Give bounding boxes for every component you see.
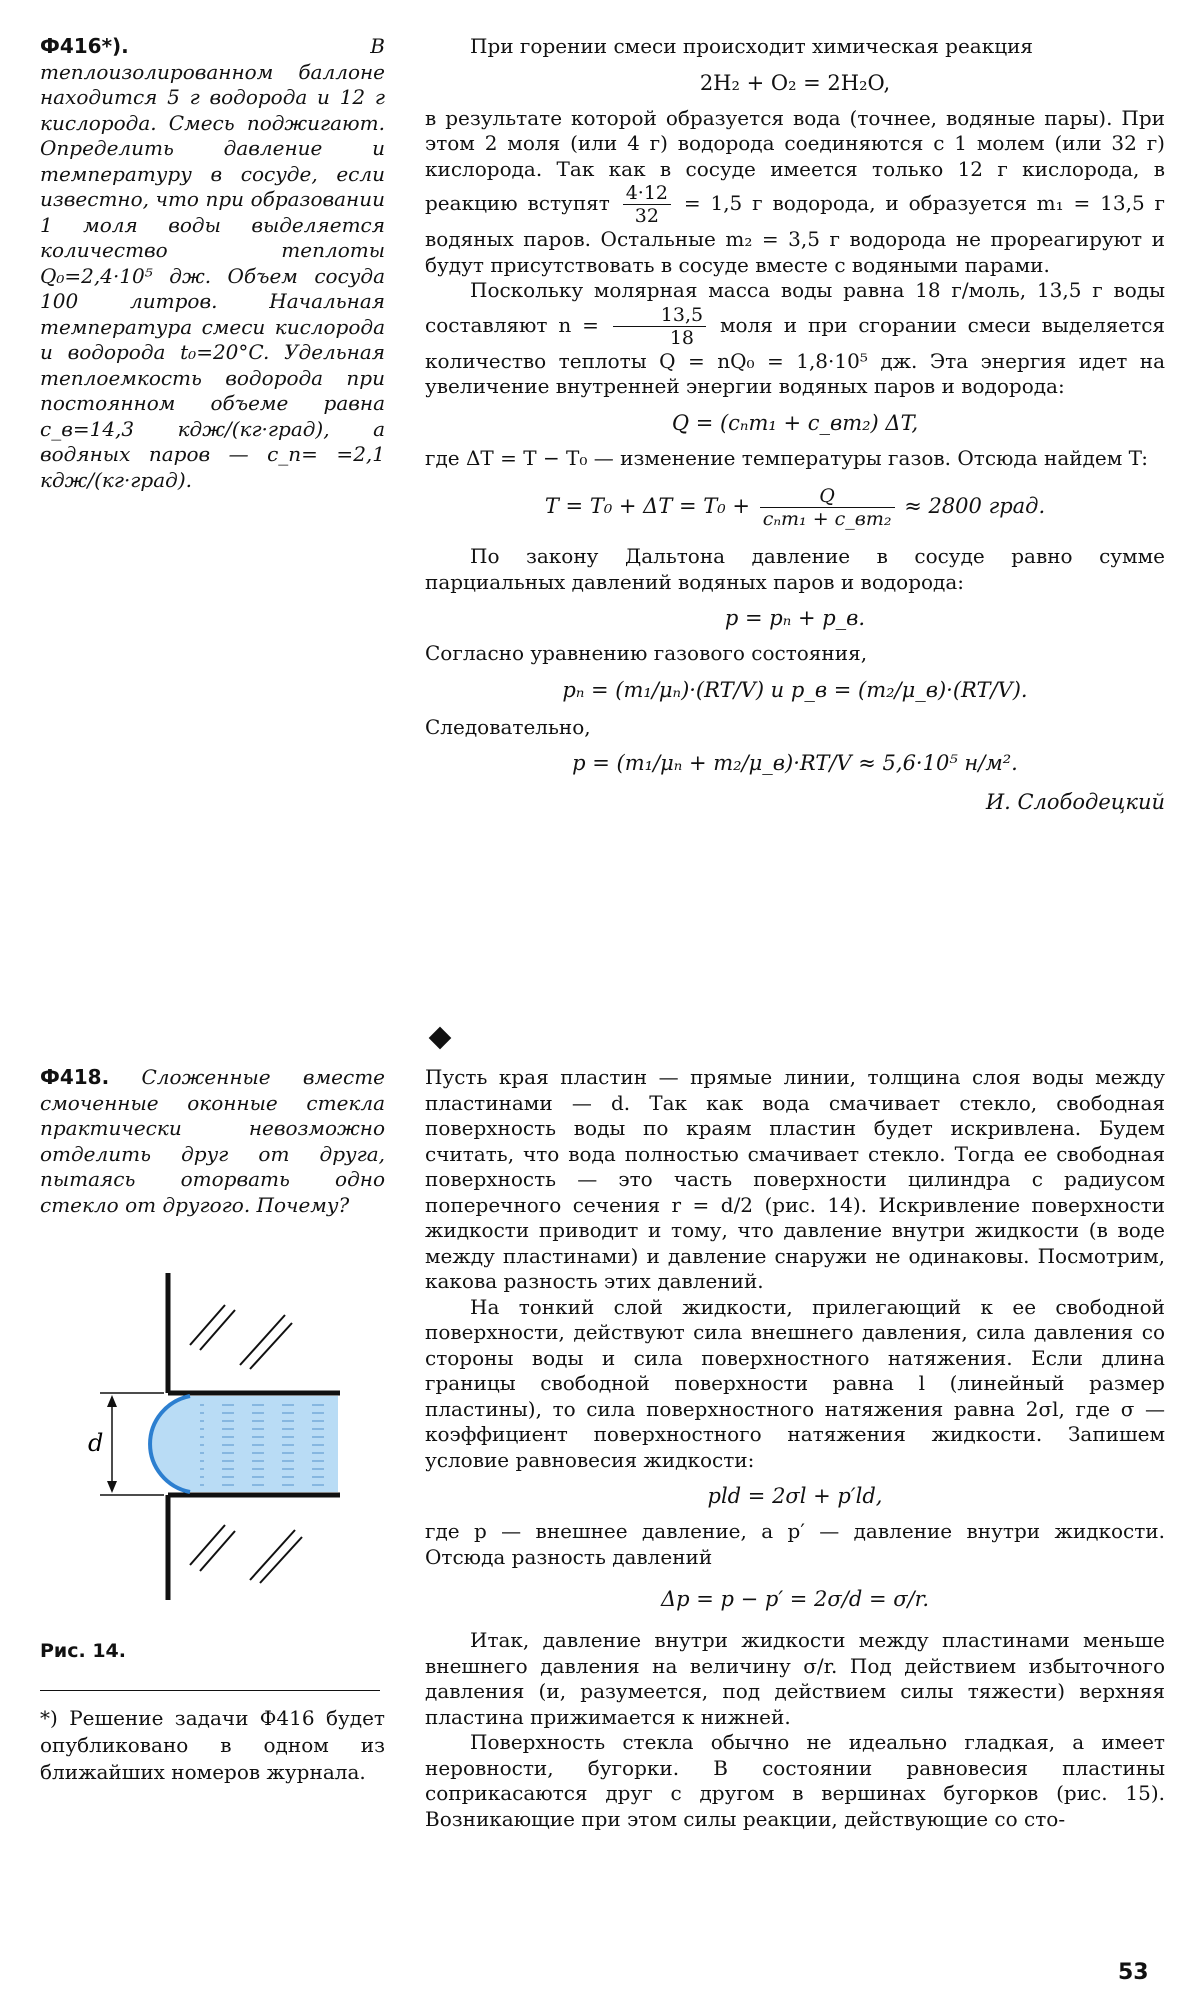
text-run: ≈ 2800 град. xyxy=(904,494,1046,518)
equation-reaction: 2H₂ + O₂ = 2H₂O, xyxy=(699,70,891,95)
paragraph: где p — внешнее давление, а p′ — давление внутри жидкости. Отсюда разность давлений xyxy=(425,1519,1165,1569)
paragraph: Следовательно, xyxy=(425,714,591,739)
solution-416 xyxy=(425,34,1165,814)
fraction-denominator: 18 xyxy=(669,326,695,349)
fraction xyxy=(760,485,895,530)
text-run: T = T₀ + ΔT = T₀ + xyxy=(544,494,750,518)
problem-416 xyxy=(40,34,385,493)
footnote-divider xyxy=(40,1690,380,1691)
section-separator-diamond xyxy=(429,1027,452,1050)
footnote: *) Решение задачи Ф416 будет опубликовано в одном из ближайших номеров журнала. xyxy=(40,1706,385,1784)
dimension-label-d: d xyxy=(88,1429,104,1457)
paragraph xyxy=(425,106,1165,279)
fraction-numerator: Q xyxy=(760,485,895,508)
paragraph xyxy=(425,278,1165,400)
problem-418-text: Сложенные вместе смоченные оконные стекла практически невозможно отделить друг от друга, пытаясь оторвать одно стекло от другого. Почему? xyxy=(40,1065,385,1217)
equation-pressure-difference: Δp = p − p′ = 2σ/d = σ/r. xyxy=(660,1587,930,1611)
fraction-denominator: 32 xyxy=(634,205,659,227)
paragraph: На тонкий слой жидкости, прилегающий к ее свободной поверхности, действуют сила внешнего давления, сила давления со стороны воды и сила поверхностного натяжения. Если длина границы свободной поверхности равна l (линейный размер пластины), то сила поверхностного натяжения равна 2σl, где σ — коэффициент поверхностного натяжения жидкости. Запишем условие равновесия жидкости: xyxy=(425,1294,1165,1472)
problem-416-id: Ф416*). xyxy=(40,34,129,58)
fraction-numerator: 4·12 xyxy=(623,182,671,205)
problem-418 xyxy=(40,1065,385,1218)
solution-418 xyxy=(425,1065,1165,1832)
text-run: Поскольку молярная масса воды равна 18 г/моль, 13,5 г воды составляют n = xyxy=(425,278,1165,337)
page-number: 53 xyxy=(1118,1960,1149,1985)
fraction-denominator: cₙm₁ + c_вm₂ xyxy=(762,508,892,530)
figure-caption: Рис. 14. xyxy=(40,1640,126,1662)
paragraph: При горении смеси происходит химическая реакция xyxy=(470,34,1034,58)
text-run: = 1,5 г водорода, и образуется m₁ = 13,5 г водяных паров. Остальные m₂ = 3,5 г водорода не прореагируют и будут присутствовать в сосуде вместе с водяными парами. xyxy=(425,191,1165,277)
paragraph: Согласно уравнению газового состояния, xyxy=(425,641,868,665)
equation-dalton: p = pₙ + p_в. xyxy=(724,606,866,630)
equation-energy: Q = (cₙm₁ + c_вm₂) ΔT, xyxy=(671,410,919,435)
author-signature: И. Слободецкий xyxy=(985,790,1165,814)
problem-416-text: В теплоизолированном баллоне находится 5 г водорода и 12 г кислорода. Смесь поджигают. Определить давление и температуру в сосуде, если известно, что при образовании 1 моля воды выделяется количество теплоты Q₀=2,4·10⁵ дж. Объем сосуда 100 литров. Начальная температура смеси кислорода и водорода t₀=20°C. Удельная теплоемкость водорода при постоянном объеме равна c_в=14,3 кдж/(кг·град), а водяных паров — c_п= =2,1 кдж/(кг·град). xyxy=(40,34,385,492)
equation-equilibrium: pld = 2σl + p′ld, xyxy=(707,1484,883,1508)
fraction xyxy=(613,304,706,349)
figure-14 xyxy=(40,1265,380,1605)
fraction xyxy=(623,182,671,227)
paragraph: Пусть края пластин — прямые линии, толщина слоя воды между пластинами — d. Так как вода смачивает стекло, свободная поверхность воды по краям пластин будет искривлена. Будем считать, что вода полностью смачивает стекло. Тогда ее свободная поверхность — это часть поверхности цилиндра с радиусом поперечного сечения r = d/2 (рис. 14). Искривление поверхности жидкости приводит и тому, что давление внутри жидкости (в воде между пластинами) и давление снаружи не одинаковы. Посмотрим, какова разность этих давлений. xyxy=(425,1065,1165,1293)
paragraph: Поверхность стекла обычно не идеально гладкая, а имеет неровности, бугорки. В состоянии равновесия пластины соприкасаются друг с другом в вершинах бугорков (рис. 15). Возникающие при этом силы реакции, действующие со сто- xyxy=(425,1730,1165,1831)
text-run: в результате которой образуется вода (точнее, водяные пары). При этом 2 моля (или 4 г) водорода соединяются с 1 молем (или 32 г) кислорода. Так как в сосуде имеется только 12 г кислорода, в реакцию вступят xyxy=(425,105,1165,215)
equation-temperature xyxy=(425,485,1165,530)
equation-pressure: p = (m₁/μₙ + m₂/μ_в)·RT/V ≈ 5,6·10⁵ н/м². xyxy=(572,751,1018,775)
equation-partial-pressures: pₙ = (m₁/μₙ)·(RT/V) и p_в = (m₂/μ_в)·(RT/V). xyxy=(562,677,1028,702)
paragraph: По закону Дальтона давление в сосуде равно сумме парциальных давлений водяных паров и водорода: xyxy=(425,544,1165,594)
fraction-numerator: 13,5 xyxy=(613,304,706,327)
text-run: моля и при сгорании смеси выделяется количество теплоты Q = nQ₀ = 1,8·10⁵ дж. Эта энергия идет на увеличение внутренней энергии водяных паров и водорода: xyxy=(425,312,1166,398)
paragraph: где ΔT = T − T₀ — изменение температуры газов. Отсюда найдем T: xyxy=(425,445,1149,470)
paragraph: Итак, давление внутри жидкости между пластинами меньше внешнего давления на величину σ/r. Под действием избыточного давления (и, разумеется, под действием силы тяжести) верхняя пластина прижимается к нижней. xyxy=(425,1628,1165,1729)
problem-418-id: Ф418. xyxy=(40,1065,110,1089)
